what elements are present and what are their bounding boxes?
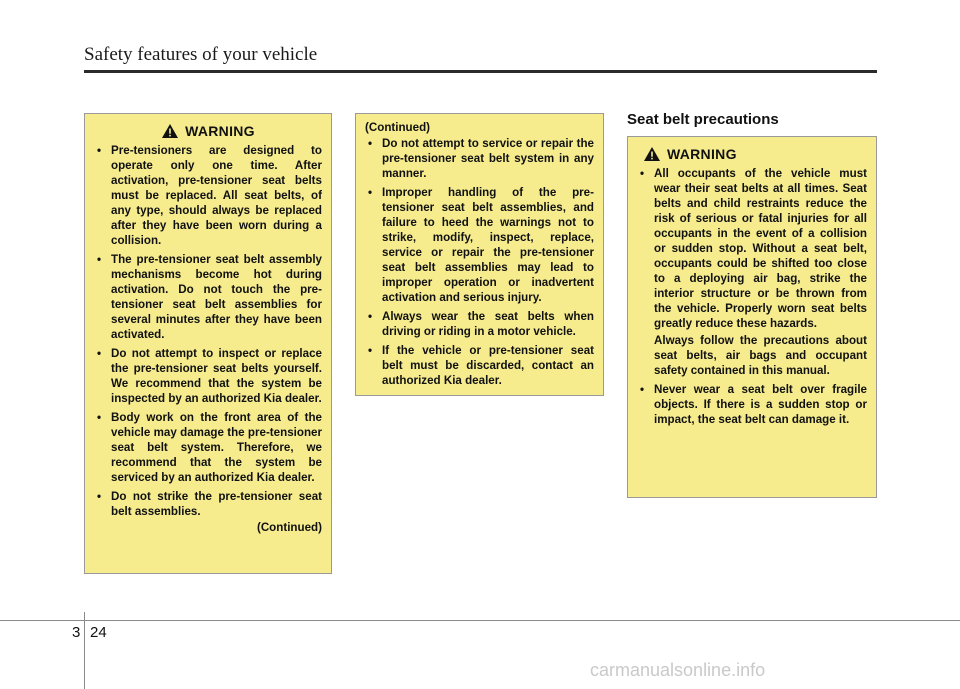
warning-item: • Always wear the seat belts when driving or riding in a motor vehicle. <box>365 309 594 339</box>
continued-label: (Continued) <box>365 121 431 134</box>
warning-triangle-icon <box>161 123 179 139</box>
page-header-title: Safety features of your vehicle <box>84 44 318 65</box>
warning-item: • Do not attempt to inspect or replace the pre-tensioner seat belts yourself. We recommend that the system be inspected by an authorized Kia dealer. <box>94 346 322 406</box>
continued-label: (Continued) <box>256 521 322 534</box>
warning-item: • The pre-tensioner seat belt assembly mechanisms become hot during activation. Do not touch the pre-tensioner seat belt assemblies for several minutes after they have been activated. <box>94 252 322 342</box>
page-number: 24 <box>90 624 107 641</box>
footer-rule <box>0 620 960 621</box>
warning-header <box>637 144 867 164</box>
warning-item: • Body work on the front area of the vehicle may damage the pre-tensioner seat belt system. Therefore, we recommend that the system be serviced by an authorized Kia dealer. <box>94 410 322 485</box>
warning-item: • Do not attempt to service or repair the pre-tensioner seat belt system in any manner. <box>365 136 594 181</box>
warning-box-pretensioner <box>84 113 332 574</box>
watermark: carmanualsonline.info <box>590 660 766 680</box>
footer-divider <box>84 612 85 689</box>
warning-list <box>365 136 594 388</box>
warning-list <box>637 166 867 427</box>
warning-item: • If the vehicle or pre-tensioner seat belt must be discarded, contact an authorized Kia dealer. <box>365 343 594 388</box>
warning-item-text: • All occupants of the vehicle must wear their seat belts at all times. Seat belts and child restraints reduce the risk of serious or fatal injuries for all occupants in the event of a collision or sudden stop. Without a seat belt, occupants could be shifted too close to a deploying air bag, strike the interior structure or be thrown from the vehicle. Properly worn seat belts greatly reduce these hazards. <box>654 167 867 330</box>
warning-box-continued <box>355 113 604 396</box>
warning-item: • Pre-tensioners are designed to operate only one time. After activation, pre-tensioner seat belts must be replaced. All seat belts, of any type, should always be replaced after they have been worn during a collision. <box>94 143 322 248</box>
header-rule <box>84 70 877 73</box>
warning-label: WARNING <box>667 145 737 162</box>
chapter-number: 3 <box>72 624 81 641</box>
warning-box-seat-belt <box>627 136 877 498</box>
warning-item <box>637 166 867 378</box>
warning-triangle-icon <box>643 146 661 162</box>
warning-item: • Do not strike the pre-tensioner seat belt assemblies. <box>94 489 322 519</box>
warning-header <box>94 121 322 141</box>
warning-item: • Improper handling of the pre-tensioner seat belt assemblies, and failure to heed the warnings not to strike, modify, inspect, replace, service or repair the pre-tensioner seat belt assemblies may lead to improper operation or inadvertent activation and serious injury. <box>365 185 594 305</box>
warning-item: • Never wear a seat belt over fragile objects. If there is a sudden stop or impact, the seat belt can damage it. <box>637 382 867 427</box>
warning-item-paragraph: Always follow the precautions about seat belts, air bags and occupant safety contained in this manual. <box>654 334 867 377</box>
warning-label: WARNING <box>185 122 255 139</box>
section-title: Seat belt precautions <box>627 111 779 128</box>
warning-list <box>94 143 322 519</box>
